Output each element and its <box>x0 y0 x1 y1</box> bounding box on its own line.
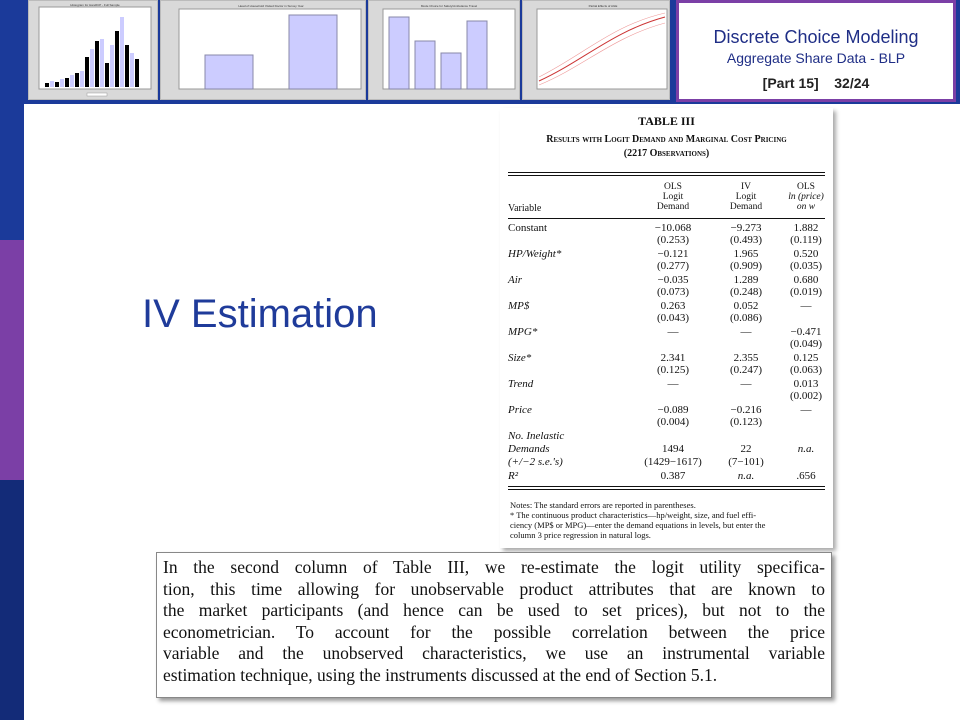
row-label-inelastic: (+/−2 s.e.'s) <box>508 456 563 468</box>
thumbnail-mode-choice <box>368 0 520 100</box>
col-header-iv-logit: IV Logit Demand <box>729 182 763 212</box>
table-cell: 2.341 <box>660 352 686 364</box>
excerpt-line: tion, this time allowing for unobservable product attributes that are known to <box>163 578 825 599</box>
table-number: TABLE III <box>638 114 695 128</box>
thumbnail-histogram <box>28 0 158 100</box>
table-cell-se: (0.002) <box>789 390 823 402</box>
part-page-indicator <box>679 75 953 91</box>
table-rule <box>508 489 825 490</box>
table-cell-se: (0.248) <box>729 286 763 298</box>
table-cell: (1429−1617) <box>644 456 702 468</box>
slide-heading: IV Estimation <box>142 292 378 336</box>
bar-thumbnail-image <box>161 1 367 101</box>
results-table <box>500 108 833 548</box>
table-note: ciency (MP$ or MPG)—enter the demand equations in levels, but enter the <box>510 520 766 530</box>
row-label: MPG* <box>508 326 538 338</box>
excerpt-line: the market participants (and hence can be used to set prices), but not to the <box>163 600 825 621</box>
table-cell-se: (0.253) <box>656 234 690 246</box>
table-cell: — <box>740 326 752 338</box>
excerpt-line: econometrician. To account for the possible correlation between the price <box>163 621 825 642</box>
row-label: Price <box>508 404 532 416</box>
table-cell: 0.263 <box>660 300 686 312</box>
mode-choice-thumbnail-image <box>369 1 521 101</box>
table-cell: 0.013 <box>793 378 819 390</box>
table-rule <box>508 486 825 487</box>
table-cell: −0.471 <box>790 326 822 338</box>
row-label: Size* <box>508 352 532 364</box>
thumbnail-bar-chart <box>160 0 366 100</box>
part-label: [Part 15] <box>762 75 819 91</box>
table-rule <box>508 175 825 176</box>
col-header-ols-price: OLS ln (price) on w <box>788 182 824 212</box>
table-cell: −0.121 <box>657 248 689 260</box>
table-cell-se: (0.123) <box>729 416 763 428</box>
table-rule <box>508 218 825 219</box>
table-cell: n.a. <box>737 470 755 482</box>
table-cell-se: (0.043) <box>656 312 690 324</box>
col-header-ols-logit: OLS Logit Demand <box>656 182 690 212</box>
table-cell: −0.089 <box>657 404 689 416</box>
table-cell: 0.052 <box>733 300 759 312</box>
table-cell: .656 <box>796 470 816 482</box>
table-note: * The continuous product characteristics—hp/weight, size, and fuel effi- <box>510 510 757 520</box>
table-cell-se: (0.277) <box>656 260 690 272</box>
table-cell: 0.125 <box>793 352 819 364</box>
table-cell-se: (0.086) <box>729 312 763 324</box>
course-title: Discrete Choice Modeling <box>713 27 919 47</box>
left-bar-segment <box>0 240 24 480</box>
table-cell: 22 <box>740 443 752 455</box>
table-cell-se: (0.035) <box>789 260 823 272</box>
table-cell-se: (0.119) <box>790 234 822 246</box>
table-cell: 0.680 <box>793 274 819 286</box>
table-observations: (2217 Observations) <box>623 148 710 159</box>
table-cell: — <box>667 378 679 390</box>
table-cell-se: (0.073) <box>656 286 690 298</box>
excerpt-line: estimation technique, using the instruments discussed at the end of Section 5.1. <box>163 664 718 685</box>
paper-excerpt <box>156 552 832 698</box>
table-note: column 3 price regression in natural logs. <box>510 530 651 540</box>
histogram-thumbnail-image <box>29 1 159 101</box>
excerpt-line: In the second column of Table III, we re-estimate the logit utility specifica- <box>163 557 825 577</box>
row-label: HP/Weight* <box>508 248 562 260</box>
row-label-inelastic: No. Inelastic <box>508 430 565 442</box>
table-cell-se: (0.004) <box>656 416 690 428</box>
table-rule <box>508 172 825 173</box>
table-cell: — <box>800 404 812 416</box>
table-cell: −9.273 <box>730 222 762 234</box>
course-subtitle: Aggregate Share Data - BLP <box>726 50 906 66</box>
table-cell: 1.882 <box>793 222 819 234</box>
table-cell: −0.035 <box>657 274 689 286</box>
table-cell-se: (0.019) <box>789 286 823 298</box>
table-cell: −10.068 <box>654 222 692 234</box>
row-label: Trend <box>508 378 534 390</box>
table-cell-se: (0.125) <box>656 364 690 376</box>
left-accent-bar <box>0 0 24 720</box>
row-label-inelastic: Demands <box>508 443 550 455</box>
table-cell-se: (0.493) <box>729 234 763 246</box>
partial-effects-thumbnail-image <box>523 1 671 101</box>
table-cell: 1.965 <box>733 248 759 260</box>
table-cell: — <box>667 326 679 338</box>
table-cell: −0.216 <box>730 404 762 416</box>
table-cell: 1.289 <box>733 274 759 286</box>
table-cell: 2.355 <box>733 352 759 364</box>
row-label: MP$ <box>508 300 530 312</box>
thumbnail-partial-effects <box>522 0 670 100</box>
page-number: 32/24 <box>834 75 870 91</box>
table-cell-se: (0.247) <box>729 364 763 376</box>
col-header-variable: Variable <box>508 203 542 214</box>
table-cell: 0.520 <box>793 248 819 260</box>
table-cell: 0.387 <box>660 470 686 482</box>
row-label: Air <box>508 274 523 286</box>
left-bar-segment <box>0 0 24 240</box>
slide-title-box <box>676 0 956 102</box>
thumbnail-title: Partial Effects of AGE <box>588 4 618 8</box>
row-label: Constant <box>508 222 548 234</box>
table-cell: (7−101) <box>728 456 764 468</box>
table-cell-se: (0.049) <box>789 338 823 350</box>
table-cell: — <box>800 300 812 312</box>
thumbnail-title: Mode Choice for Safety/Ambulance Travel <box>420 4 478 8</box>
thumbnail-title: Head of Household Visited Doctor in Survey Year <box>238 4 304 8</box>
table-note: Notes: The standard errors are reported in parentheses. <box>510 500 696 510</box>
table-cell: 1494 <box>662 443 684 455</box>
thumbnail-title: Histogram for HandICP - Full Sample <box>70 3 120 7</box>
table-title: Results with Logit Demand and Marginal Cost Pricing <box>546 134 787 145</box>
excerpt-line: variable and the unobserved characteristics, we use an instrumental variable <box>163 643 825 664</box>
table-cell-se: (0.909) <box>729 260 763 272</box>
table-cell: n.a. <box>797 443 815 455</box>
row-label-r2: R² <box>508 470 519 482</box>
table-cell-se: (0.063) <box>789 364 823 376</box>
left-bar-segment <box>0 480 24 720</box>
table-cell: — <box>740 378 752 390</box>
